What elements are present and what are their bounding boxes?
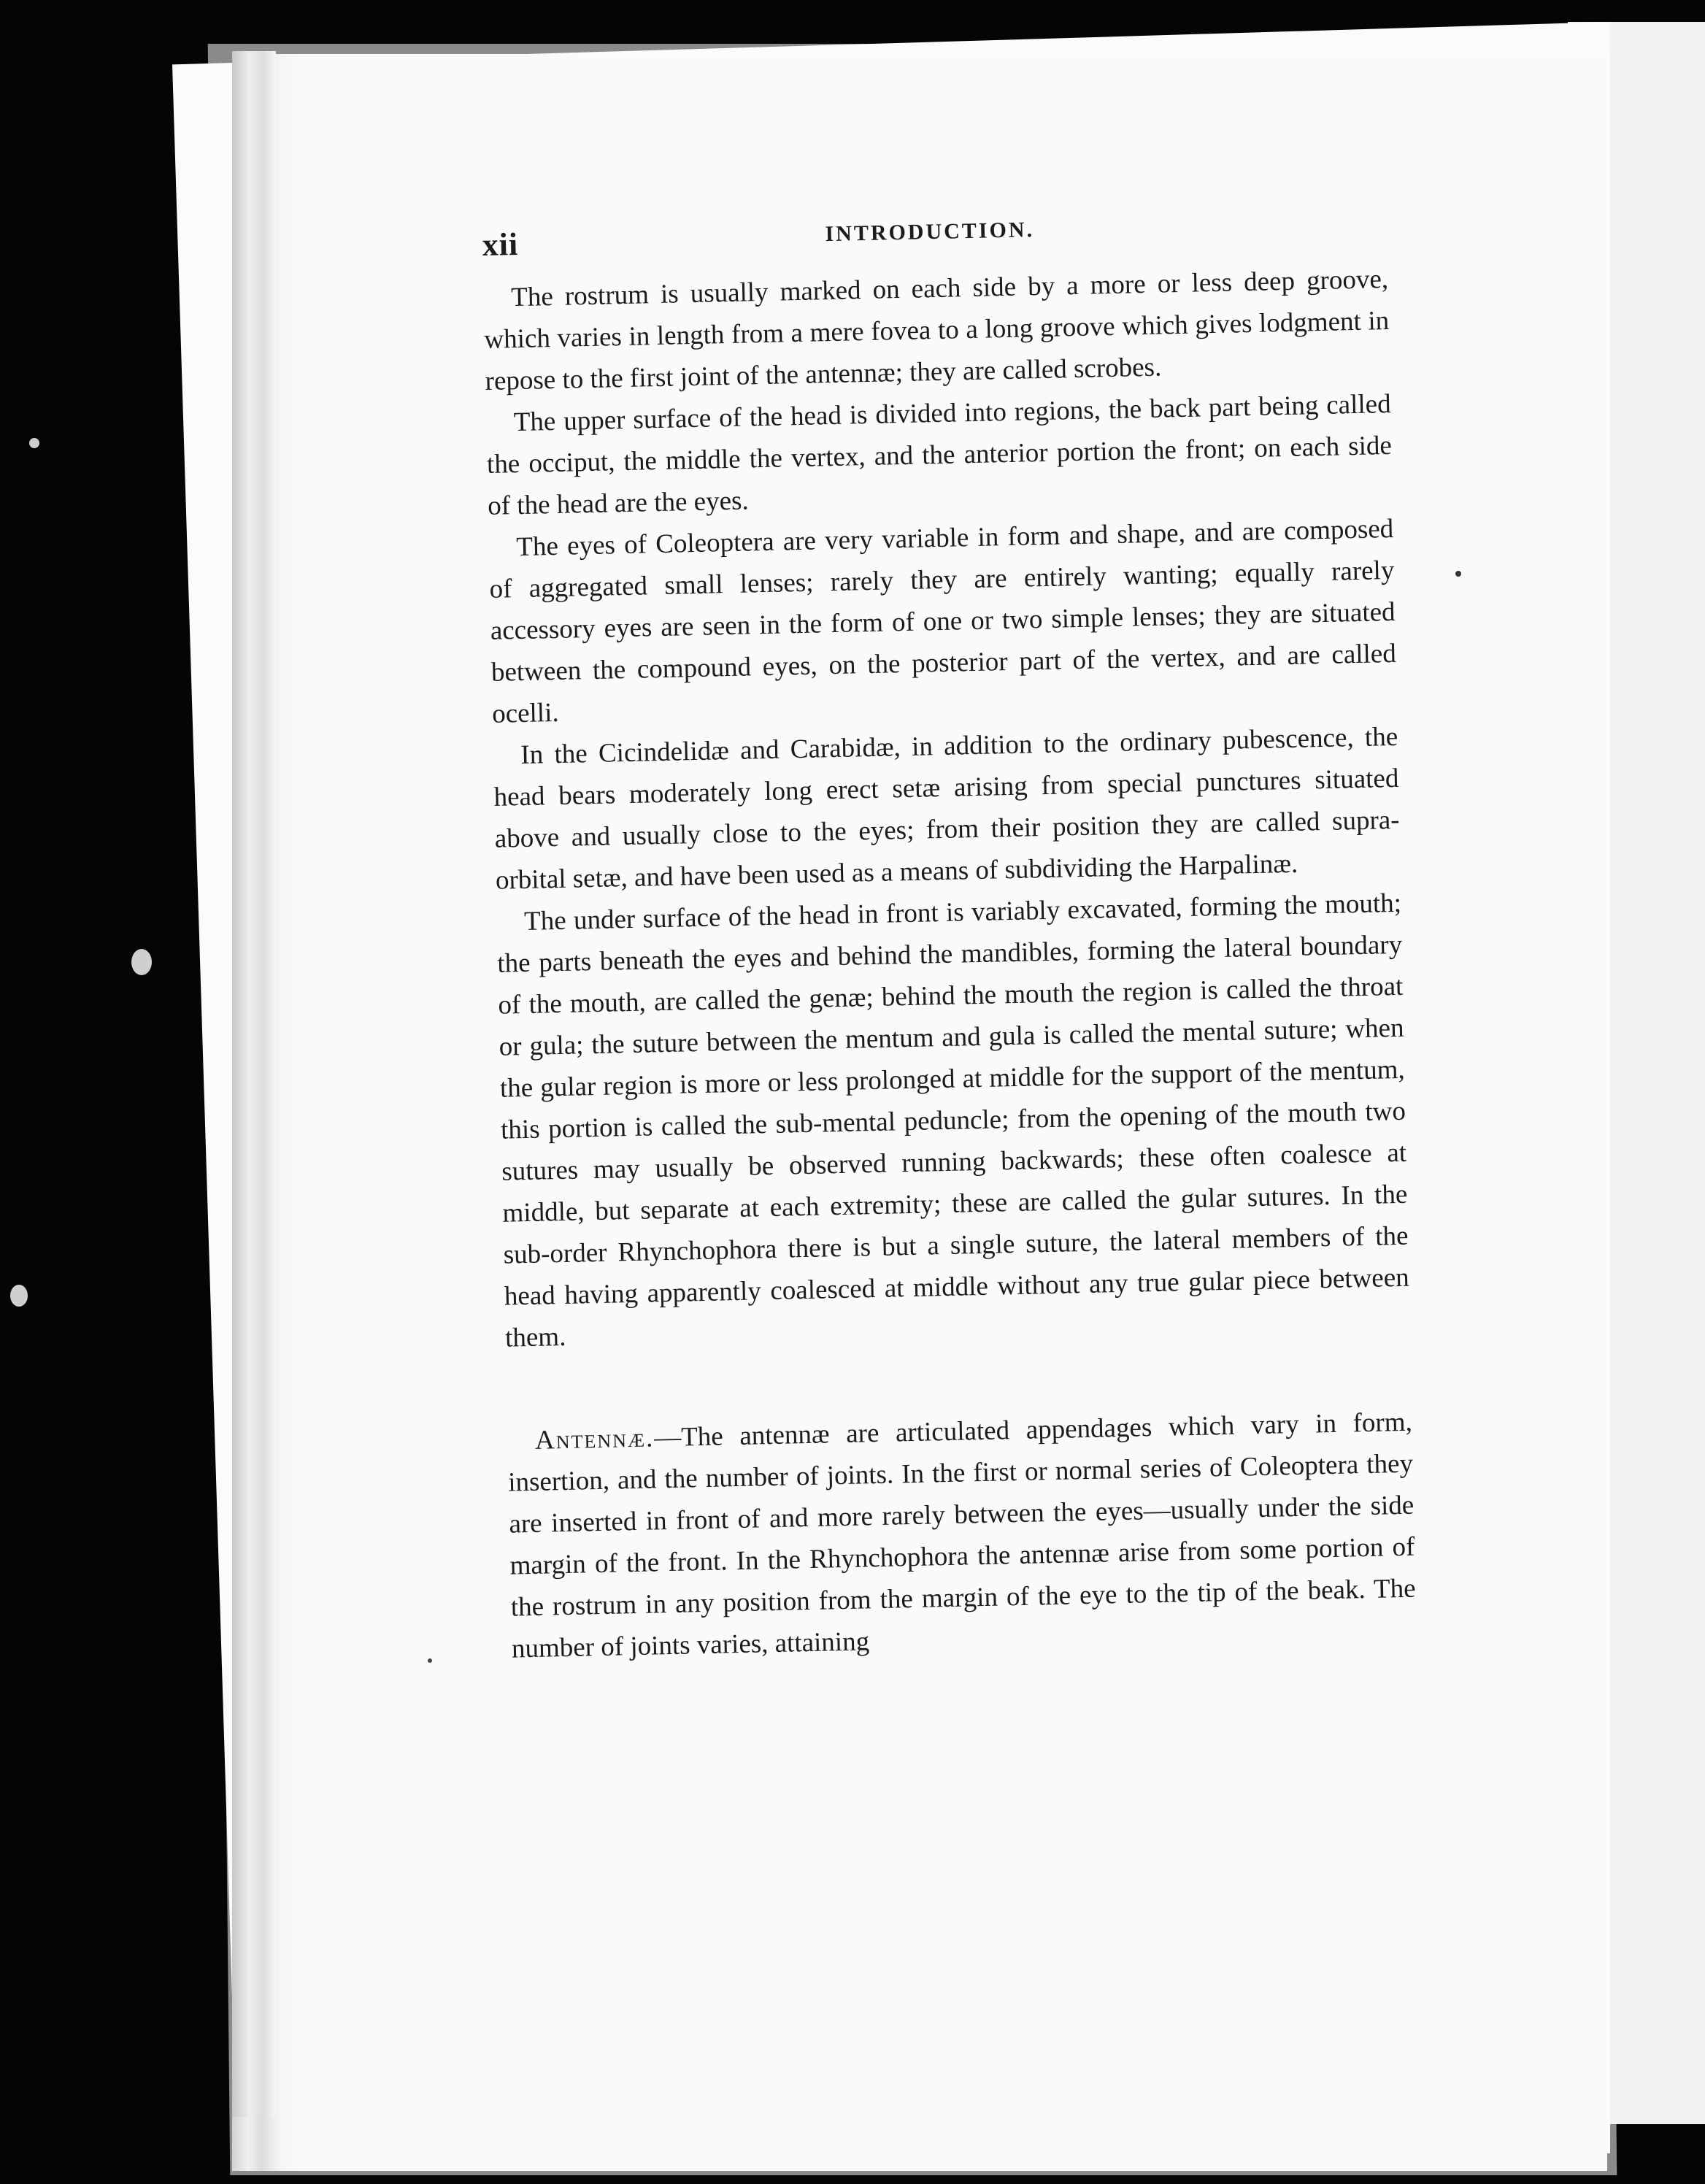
paragraph-head-regions: The upper surface of the head is divided into regions, the back part being called the occiput, the middle the vertex, and the anterior portion the front; on each side of the head are the eyes. bbox=[486, 388, 1393, 521]
scan-speck bbox=[428, 1658, 432, 1663]
scan-speck bbox=[131, 949, 152, 975]
paragraph-under-surface: The under surface of the head in front is variably excavated, forming the mouth; the parts beneath the eyes and behind the mandibles, forming the lateral boundary of the mouth, are called the genæ; behind the mouth the region is called the throat or gula; the suture between the mentum and gula is called the mental suture; when the gular region is more or less prolonged at middle for the support of the mentum, this portion is called the sub-mental peduncle; from the opening of the mouth two sutures may usually be observed running backwards; these often coalesce at middle, but separate at each extremity; these are called the gular sutures. In the sub-order Rhynchophora there is but a single suture, the lateral members of the head having apparently coalesced at middle without any true gular piece between them. bbox=[496, 888, 1410, 1353]
scan-speck bbox=[10, 1285, 28, 1307]
section-lead: Antennæ. bbox=[534, 1423, 655, 1456]
running-head: INTRODUCTION. bbox=[825, 218, 1035, 247]
paragraph-setae: In the Cicindelidæ and Carabidæ, in addition to the ordinary pubescence, the head bears moderately long erect setæ arising from special punctures situated above and usually close to the eyes; from their position they are called supra-orbital setæ, and have been used as a means of subdividing the Harpalinæ. bbox=[493, 721, 1400, 896]
scan-speck bbox=[29, 438, 39, 448]
scan-speck bbox=[1455, 571, 1461, 577]
paragraph-antennae bbox=[507, 1401, 1417, 1670]
binding-gutter bbox=[232, 51, 276, 2117]
page-number: xii bbox=[482, 226, 519, 263]
paragraph-eyes: The eyes of Coleoptera are very variable in form and shape, and are composed of aggregated small lenses; rarely they are entirely wanting; equally rarely accessory eyes are seen in the form of one or two simple lenses; they are situated between the compound eyes, on the posterior part of the vertex, and are called ocelli. bbox=[489, 513, 1397, 729]
section-text: —The antennæ are articulated appendages which vary in form, insertion, and the number of joints. In the first or normal series of Coleoptera they are inserted in front of and more rarely between the eyes—usually under the side margin of the front. In the Rhynchophora the antennæ arise from some portion of the rostrum in any position from the margin of the eye to the tip of the beak. The number of joints varies, attaining bbox=[507, 1407, 1417, 1664]
paragraph-rostrum: The rostrum is usually marked on each side by a more or less deep groove, which varies in length from a mere fovea to a long groove which gives lodgment in repose to the first joint of the antennæ; they are called scrobes. bbox=[484, 264, 1390, 396]
page-text bbox=[482, 200, 1417, 1670]
